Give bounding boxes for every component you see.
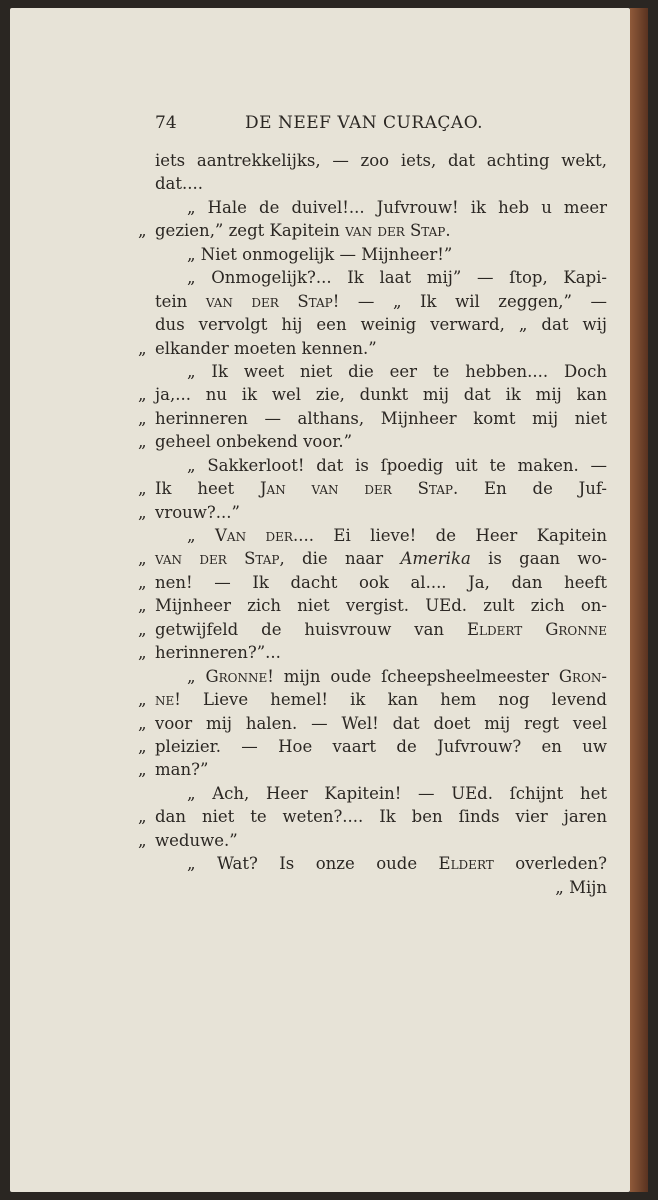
margin-quote-mark: „ (138, 619, 147, 639)
margin-quote-mark: „ (138, 479, 147, 499)
margin-quote-mark: „ (138, 549, 147, 569)
margin-quote-mark: „ (138, 338, 147, 358)
running-head (155, 113, 607, 143)
text-line (155, 360, 607, 383)
text-line (138, 688, 607, 711)
text-line (155, 313, 607, 336)
text-run: „ Wat? Is onze oude (187, 854, 439, 874)
text-line (155, 243, 607, 266)
name-small-caps: Eldert (438, 854, 494, 874)
text-line (138, 571, 607, 594)
text-run: elkander moeten kennen.” (155, 338, 377, 358)
name-small-caps: van der Stap (345, 221, 446, 241)
text-line (138, 641, 607, 664)
text-run: weduwe.” (155, 830, 238, 850)
text-run: man?” (155, 760, 209, 780)
text-line (138, 547, 607, 570)
text-line (155, 266, 607, 289)
text-line (138, 383, 607, 406)
text-line (155, 454, 607, 477)
margin-quote-mark: „ (138, 596, 147, 616)
text-line (155, 524, 607, 547)
name-small-caps: Gron- (558, 666, 607, 686)
text-line (155, 782, 607, 805)
text-run: „ Sakkerloot! dat is ſpoedig uit te maken. — (187, 455, 607, 475)
margin-quote-mark: „ (138, 736, 147, 756)
margin-quote-mark: „ (138, 830, 147, 850)
text-run: ! — „ Ik wil zeggen,” — (332, 291, 607, 311)
text-run: herinneren?”... (155, 643, 281, 663)
text-line (138, 829, 607, 852)
text-line (138, 337, 607, 360)
text-block (138, 113, 608, 899)
text-run: „ Hale de duivel!... Jufvrouw! ik heb u meer (187, 197, 607, 217)
text-run: ! Lieve hemel! ik kan hem nog levend (174, 690, 607, 710)
page-edge (630, 8, 648, 1192)
text-line (155, 172, 607, 195)
margin-quote-mark: „ (138, 502, 147, 522)
name-small-caps: van der Stap (155, 549, 280, 569)
italic-text: Amerika (400, 549, 471, 569)
name-small-caps: ne (155, 690, 175, 710)
text-line (138, 219, 607, 242)
text-run: voor mij halen. — Wel! dat doet mij regt veel (155, 713, 607, 733)
name-small-caps: Gronne (205, 666, 268, 686)
margin-quote-mark: „ (138, 760, 147, 780)
text-run: gezien,” zegt Kapitein (155, 221, 346, 241)
margin-quote-mark: „ (138, 713, 147, 733)
text-run: , die naar (279, 549, 401, 569)
text-run: „ Mijn (555, 877, 607, 897)
margin-quote-mark: „ (138, 432, 147, 452)
margin-quote-mark: „ (138, 807, 147, 827)
name-small-caps: Jan van der Stap (259, 479, 453, 499)
name-small-caps: Eldert Gronne (467, 619, 608, 639)
text-run: dus vervolgt hij een weinig verward, „ dat wij (155, 315, 607, 335)
text-line (138, 501, 607, 524)
text-line (138, 805, 607, 828)
text-run: .... Ei lieve! de Heer Kapitein (292, 526, 608, 545)
text-line (138, 594, 607, 617)
text-line (155, 665, 607, 688)
text-line (138, 430, 607, 453)
text-run: Ik heet (155, 479, 260, 499)
text-line (138, 477, 607, 500)
text-run: dan niet te weten?.... Ik ben ſinds vier jaren (155, 807, 607, 827)
text-run: „ Ik weet niet die eer te hebben.... Doch (187, 361, 607, 381)
text-run: geheel onbekend voor.” (155, 432, 353, 452)
margin-quote-mark: „ (138, 643, 147, 663)
page-number: 74 (155, 113, 177, 133)
text-line (155, 290, 607, 313)
text-run: ja,... nu ik wel zie, dunkt mij dat ik mij kan (155, 385, 607, 405)
text-run: dat.... (155, 174, 204, 194)
running-title: DE NEEF VAN CURAÇAO. (245, 113, 484, 133)
text-line (138, 758, 607, 781)
text-line (155, 196, 607, 219)
text-run: pleizier. — Hoe vaart de Jufvrouw? en uw (155, 736, 607, 756)
text-run: iets aantrekkelijks, — zoo iets, dat achting wekt, (155, 151, 607, 170)
text-line (155, 149, 607, 172)
margin-quote-mark: „ (138, 690, 147, 710)
text-run: . En de Juf- (452, 479, 607, 499)
text-run: overleden? (493, 854, 607, 874)
text-run: „ (187, 666, 206, 686)
text-run: „ Onmogelijk?... Ik laat mij” — ſtop, Kapi- (187, 268, 607, 288)
text-run: „ Ach, Heer Kapitein! — UEd. ſchijnt het (187, 783, 607, 803)
text-run: tein (155, 291, 206, 311)
text-run: nen! — Ik dacht ook al.... Ja, dan heeft (155, 572, 607, 592)
text-line (138, 735, 607, 758)
name-small-caps: van der Stap (205, 291, 333, 311)
text-run: „ (187, 526, 216, 545)
margin-quote-mark: „ (138, 572, 147, 592)
text-run: . (445, 221, 451, 241)
text-run: vrouw?...” (155, 502, 240, 522)
text-line (155, 876, 607, 899)
text-run: ! mijn oude ſcheepsheelmeester (267, 666, 559, 686)
text-run: Mijnheer zich niet vergist. UEd. zult zich on- (155, 596, 607, 616)
text-run: is gaan wo- (470, 549, 607, 569)
name-small-caps: Van der (215, 526, 293, 545)
text-run: herinneren — althans, Mijnheer komt mij niet (155, 408, 607, 428)
text-line (155, 852, 607, 875)
text-run: getwijfeld de huisvrouw van (155, 619, 468, 639)
body-text (138, 149, 608, 899)
text-run: „ Niet onmogelijk — Mijnheer!” (187, 244, 453, 264)
margin-quote-mark: „ (138, 221, 147, 241)
text-line (138, 618, 608, 641)
text-line (138, 712, 607, 735)
margin-quote-mark: „ (138, 408, 147, 428)
book-page (10, 8, 630, 1192)
margin-quote-mark: „ (138, 385, 147, 405)
text-line (138, 407, 607, 430)
